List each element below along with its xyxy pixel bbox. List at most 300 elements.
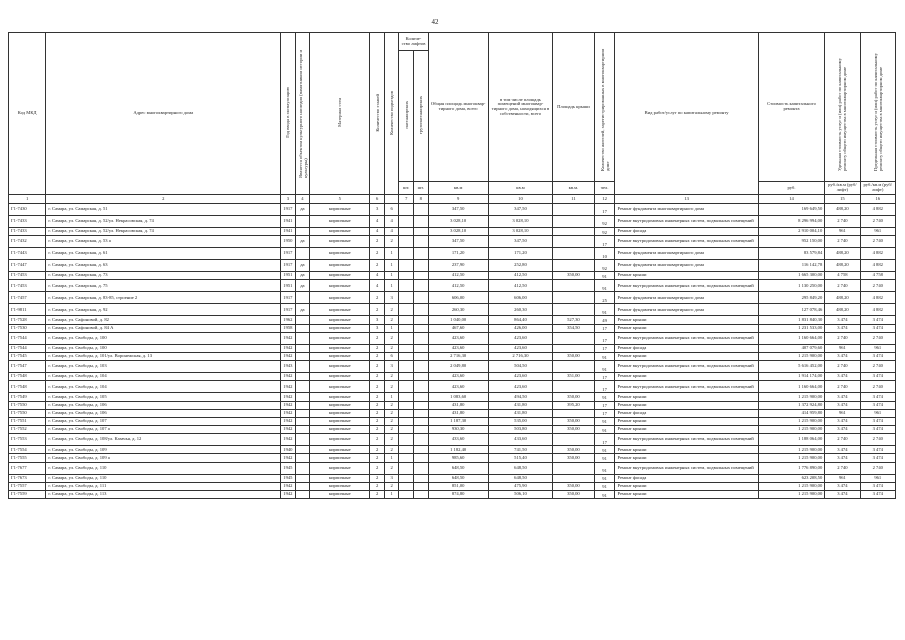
cell-year: 1942: [281, 373, 296, 381]
cell-code: Г1-7453: [9, 272, 46, 280]
cell-entrances: 4: [384, 216, 399, 228]
cell-residents: 17: [594, 381, 615, 393]
cell-residents: 10: [594, 248, 615, 260]
cell-lifts-cargo: [413, 272, 428, 280]
cell-cost: 414 959,80: [758, 409, 824, 417]
cell-area-private: 504,50: [488, 361, 552, 373]
cell-walls: кирпичные: [310, 401, 370, 409]
cell-area-total: 930,30: [428, 426, 488, 434]
cell-year: 1943: [281, 361, 296, 373]
cell-address: г. Самара, ул. Свободы, д. 111: [46, 482, 281, 490]
cell-cost: 623 208,50: [758, 474, 824, 482]
table-row: [9, 381, 896, 393]
table-row: [9, 332, 896, 344]
cell-year: 1942: [281, 454, 296, 462]
cell-unit-cost: 488,20: [825, 204, 860, 216]
cell-lifts-cargo: [413, 426, 428, 434]
cell-max-cost: 4 882: [860, 260, 895, 272]
cell-residents: 91: [594, 474, 615, 482]
cell-roof-area: [553, 344, 595, 352]
cell-address: г. Самара, ул. Самарская, д. 61: [46, 248, 281, 260]
cell-address: г. Самара, ул. Самарская, д. 52/ул. Некрасовская, д. 74: [46, 228, 281, 236]
cell-max-cost: 2 740: [860, 236, 895, 248]
cell-work-type: Ремонт крыши: [615, 393, 758, 401]
cell-lifts-cargo: [413, 417, 428, 425]
cell-residents: 17: [594, 373, 615, 381]
cell-residents: 91: [594, 272, 615, 280]
cell-area-total: 423,60: [428, 344, 488, 352]
cell-heritage: [295, 292, 310, 304]
cell-lifts-cargo: [413, 324, 428, 332]
table-row: [9, 228, 896, 236]
cell-cost: 295 849,20: [758, 292, 824, 304]
cell-unit-cost: 3 474: [825, 417, 860, 425]
cell-cost: 169 649,50: [758, 204, 824, 216]
cell-floors: 2: [370, 434, 385, 446]
cell-roof-area: [553, 474, 595, 482]
cell-work-type: Ремонт фасада: [615, 409, 758, 417]
cell-unit-cost: 2 740: [825, 434, 860, 446]
cell-area-total: 2 716,30: [428, 352, 488, 360]
cell-code: Г1-7528: [9, 316, 46, 324]
cell-lifts-cargo: [413, 332, 428, 344]
cell-max-cost: 4 882: [860, 204, 895, 216]
unit-residents: чел.: [594, 182, 615, 195]
cell-residents: 17: [594, 344, 615, 352]
cell-lifts-cargo: [413, 491, 428, 499]
cell-walls: кирпичные: [310, 272, 370, 280]
cell-lifts-cargo: [413, 446, 428, 454]
cell-entrances: 1: [384, 272, 399, 280]
cell-area-private: 506,10: [488, 491, 552, 499]
cell-year: 1940: [281, 446, 296, 454]
cell-lifts-cargo: [413, 474, 428, 482]
cell-entrances: 2: [384, 332, 399, 344]
cell-area-private: 606,00: [488, 292, 552, 304]
cell-address: г. Самара, ул. Свободы, д. 109: [46, 446, 281, 454]
cell-floors: 2: [370, 332, 385, 344]
cell-walls: кирпичные: [310, 228, 370, 236]
cell-residents: 91: [594, 446, 615, 454]
cell-unit-cost: 3 474: [825, 482, 860, 490]
cell-year: 1942: [281, 417, 296, 425]
cell-code: Г1-7447: [9, 260, 46, 272]
cell-lifts-passenger: [399, 434, 414, 446]
header-work-type: Вид работ/услуг по капитальному ремонту: [615, 33, 758, 195]
cell-lifts-passenger: [399, 228, 414, 236]
column-number: 7: [399, 195, 414, 204]
cell-area-private: 412,50: [488, 280, 552, 292]
table-row: [9, 373, 896, 381]
cell-address: г. Самара, ул. Свободы, д. 104: [46, 373, 281, 381]
cell-walls: кирпичные: [310, 426, 370, 434]
cell-unit-cost: 2 740: [825, 332, 860, 344]
cell-residents: 92: [594, 228, 615, 236]
cell-code: Г1-7550: [9, 401, 46, 409]
cell-lifts-cargo: [413, 344, 428, 352]
table-row: [9, 446, 896, 454]
cell-entrances: 2: [384, 236, 399, 248]
cell-area-private: 433,60: [488, 434, 552, 446]
table-row: [9, 316, 896, 324]
cell-heritage: да: [295, 236, 310, 248]
cell-entrances: 3: [384, 292, 399, 304]
cell-residents: 17: [594, 204, 615, 216]
cell-unit-cost: 488,20: [825, 260, 860, 272]
cell-lifts-cargo: [413, 280, 428, 292]
cell-area-private: 648,50: [488, 474, 552, 482]
cell-entrances: 2: [384, 381, 399, 393]
cell-unit-cost: 2 740: [825, 236, 860, 248]
cell-work-type: Ремонт крыши: [615, 401, 758, 409]
cell-code: Г1-7457: [9, 292, 46, 304]
cell-walls: кирпичные: [310, 324, 370, 332]
cell-floors: 2: [370, 482, 385, 490]
cell-residents: 17: [594, 409, 615, 417]
cell-area-total: 423,60: [428, 373, 488, 381]
cell-floors: 2: [370, 462, 385, 474]
cell-address: г. Самара, ул. Самарская, д. 92: [46, 304, 281, 316]
cell-work-type: Ремонт крыши: [615, 316, 758, 324]
cell-work-type: Ремонт крыши: [615, 272, 758, 280]
column-number: 10: [488, 195, 552, 204]
table-row: [9, 324, 896, 332]
cell-year: 1917: [281, 204, 296, 216]
cell-floors: 4: [370, 272, 385, 280]
cell-lifts-passenger: [399, 491, 414, 499]
cell-year: 1941: [281, 228, 296, 236]
cell-lifts-cargo: [413, 204, 428, 216]
cell-residents: 91: [594, 280, 615, 292]
cell-area-total: 412,50: [428, 280, 488, 292]
cell-roof-area: 354,50: [553, 324, 595, 332]
cell-roof-area: [553, 204, 595, 216]
cell-address: г. Самара, ул. Сафоновой, д. 84 А: [46, 324, 281, 332]
cell-area-private: 171,20: [488, 248, 552, 260]
cell-cost: 1 231 533,00: [758, 324, 824, 332]
cell-floors: 2: [370, 446, 385, 454]
cell-lifts-passenger: [399, 280, 414, 292]
cell-residents: 17: [594, 324, 615, 332]
cell-area-private: 648,50: [488, 462, 552, 474]
cell-cost: 1 215 900,00: [758, 482, 824, 490]
cell-cost: 127 078,46: [758, 304, 824, 316]
cell-area-private: 347,50: [488, 204, 552, 216]
cell-residents: 92: [594, 216, 615, 228]
cell-area-private: 431,80: [488, 401, 552, 409]
unit-cost: руб.: [758, 182, 824, 195]
cell-entrances: 2: [384, 434, 399, 446]
table-row: [9, 204, 896, 216]
cell-address: г. Самара, ул. Сафоновой, д. 82: [46, 316, 281, 324]
cell-work-type: Ремонт внутридомовых инженерных систем, подвальных помещений: [615, 236, 758, 248]
cell-work-type: Ремонт крыши: [615, 352, 758, 360]
cell-code: Г1-7453: [9, 280, 46, 292]
header-address: Адрес многоквартирного дома: [46, 33, 281, 195]
cell-roof-area: [553, 434, 595, 446]
unit-unit-cost: руб./кв.м (руб/лифт): [825, 182, 860, 195]
cell-entrances: 3: [384, 474, 399, 482]
table-row: [9, 409, 896, 417]
cell-address: г. Самара, ул. Самарская, д. 73: [46, 272, 281, 280]
cell-max-cost: 961: [860, 228, 895, 236]
cell-walls: кирпичные: [310, 454, 370, 462]
cell-heritage: [295, 381, 310, 393]
cell-area-total: 467,60: [428, 324, 488, 332]
cell-code: Г1-7677: [9, 462, 46, 474]
cell-max-cost: 3 474: [860, 417, 895, 425]
table-row: [9, 352, 896, 360]
cell-entrances: 2: [384, 401, 399, 409]
cell-unit-cost: 3 474: [825, 454, 860, 462]
cell-residents: 91: [594, 491, 615, 499]
cell-area-private: 423,60: [488, 381, 552, 393]
cell-cost: 1 188 064,00: [758, 434, 824, 446]
cell-floors: 2: [370, 344, 385, 352]
cell-year: 1951: [281, 280, 296, 292]
cell-roof-area: [553, 381, 595, 393]
cell-walls: кирпичные: [310, 332, 370, 344]
cell-cost: 1 160 664,00: [758, 381, 824, 393]
cell-heritage: да: [295, 260, 310, 272]
cell-address: г. Самара, ул. Свободы, д. 113: [46, 491, 281, 499]
cell-address: г. Самара, ул. Самарская, д. 83-85, строение 2: [46, 292, 281, 304]
cell-lifts-passenger: [399, 446, 414, 454]
cell-heritage: [295, 344, 310, 352]
header-area-private: в том числе площадь помещений многоквар-тирного дома, находящихся в собственности, всего: [488, 33, 552, 182]
cell-floors: 2: [370, 260, 385, 272]
cell-floors: 2: [370, 491, 385, 499]
cell-work-type: Ремонт крыши: [615, 426, 758, 434]
cell-roof-area: [553, 260, 595, 272]
header-roof-area: Площадь крыши: [553, 33, 595, 182]
cell-lifts-passenger: [399, 381, 414, 393]
cell-unit-cost: 2 740: [825, 216, 860, 228]
cell-year: 1951: [281, 272, 296, 280]
cell-lifts-passenger: [399, 344, 414, 352]
header-entrances: Количество подъездов: [384, 33, 399, 195]
cell-area-private: 347,50: [488, 236, 552, 248]
cell-cost: 5 616 452,00: [758, 361, 824, 373]
cell-area-total: 237,90: [428, 260, 488, 272]
cell-residents: 91: [594, 352, 615, 360]
cell-walls: кирпичные: [310, 344, 370, 352]
table-row: [9, 260, 896, 272]
cell-year: 1942: [281, 409, 296, 417]
cell-code: Г1-7549: [9, 393, 46, 401]
cell-lifts-passenger: [399, 352, 414, 360]
cell-code: Г1-7547: [9, 361, 46, 373]
cell-entrances: 6: [384, 352, 399, 360]
column-number: 16: [860, 195, 895, 204]
table-row: [9, 434, 896, 446]
cell-roof-area: 350,00: [553, 272, 595, 280]
cell-roof-area: 395,20: [553, 401, 595, 409]
cell-address: г. Самара, ул. Самарская, д. 63: [46, 260, 281, 272]
table-row: [9, 401, 896, 409]
cell-residents: 91: [594, 393, 615, 401]
cell-cost: 1 665 300,00: [758, 272, 824, 280]
column-number: 12: [594, 195, 615, 204]
cell-unit-cost: 3 474: [825, 352, 860, 360]
cell-code: Г1-7555: [9, 454, 46, 462]
cell-entrances: 2: [384, 316, 399, 324]
cell-year: 1917: [281, 304, 296, 316]
cell-cost: 1 215 900,00: [758, 454, 824, 462]
cell-lifts-cargo: [413, 236, 428, 248]
cell-walls: кирпичные: [310, 316, 370, 324]
cell-work-type: Ремонт фасада: [615, 474, 758, 482]
cell-heritage: [295, 216, 310, 228]
cell-walls: кирпичные: [310, 434, 370, 446]
cell-floors: 2: [370, 426, 385, 434]
cell-heritage: [295, 373, 310, 381]
cell-floors: 2: [370, 292, 385, 304]
cell-lifts-cargo: [413, 401, 428, 409]
cell-residents: 49: [594, 316, 615, 324]
cell-max-cost: 4 882: [860, 304, 895, 316]
cell-residents: 17: [594, 236, 615, 248]
cell-lifts-cargo: [413, 454, 428, 462]
cell-floors: 2: [370, 454, 385, 462]
cell-area-total: 171,20: [428, 248, 488, 260]
cell-address: г. Самара, ул. Свободы, д. 101/ул. Воронежская, д. 13: [46, 352, 281, 360]
cell-heritage: [295, 417, 310, 425]
cell-year: 1942: [281, 434, 296, 446]
cell-heritage: [295, 454, 310, 462]
cell-roof-area: 350,00: [553, 417, 595, 425]
register-table: [8, 32, 896, 499]
cell-roof-area: 350,00: [553, 454, 595, 462]
cell-entrances: 2: [384, 344, 399, 352]
cell-year: 1942: [281, 344, 296, 352]
cell-lifts-passenger: [399, 462, 414, 474]
cell-area-private: 3 028,10: [488, 228, 552, 236]
cell-heritage: [295, 393, 310, 401]
cell-residents: 17: [594, 401, 615, 409]
cell-area-private: 864,40: [488, 316, 552, 324]
cell-work-type: Ремонт фундамента многоквартирного дома: [615, 204, 758, 216]
cell-max-cost: 3 474: [860, 426, 895, 434]
cell-code: Г1-7433: [9, 216, 46, 228]
cell-address: г. Самара, ул. Самарская, д. 53 а: [46, 236, 281, 248]
cell-area-private: 252,80: [488, 260, 552, 272]
cell-cost: 952 150,00: [758, 236, 824, 248]
header-heritage: Является объектом культурного наследия (памятником истории и культуры): [295, 33, 310, 195]
cell-lifts-passenger: [399, 393, 414, 401]
cell-year: 1958: [281, 324, 296, 332]
cell-lifts-cargo: [413, 352, 428, 360]
cell-area-total: 3 028,10: [428, 228, 488, 236]
cell-lifts-cargo: [413, 292, 428, 304]
cell-roof-area: 350,00: [553, 446, 595, 454]
cell-unit-cost: 2 740: [825, 361, 860, 373]
cell-max-cost: 3 474: [860, 324, 895, 332]
column-number: 9: [428, 195, 488, 204]
cell-cost: 1 215 900,00: [758, 491, 824, 499]
cell-residents: 91: [594, 482, 615, 490]
cell-max-cost: 2 740: [860, 462, 895, 474]
cell-cost: 1 130 250,00: [758, 280, 824, 292]
cell-roof-area: [553, 280, 595, 292]
table-row: [9, 304, 896, 316]
cell-entrances: 1: [384, 260, 399, 272]
cell-heritage: да: [295, 280, 310, 292]
cell-max-cost: 2 740: [860, 280, 895, 292]
cell-floors: 2: [370, 409, 385, 417]
cell-entrances: 1: [384, 280, 399, 292]
cell-address: г. Самара, ул. Свободы, д. 110: [46, 474, 281, 482]
column-number: 8: [413, 195, 428, 204]
cell-heritage: да: [295, 272, 310, 280]
cell-code: Г1-7551: [9, 417, 46, 425]
cell-address: г. Самара, ул. Свободы, д. 106: [46, 401, 281, 409]
cell-year: 1942: [281, 401, 296, 409]
cell-lifts-passenger: [399, 260, 414, 272]
cell-unit-cost: 2 740: [825, 280, 860, 292]
table-row: [9, 280, 896, 292]
cell-walls: кирпичные: [310, 248, 370, 260]
cell-roof-area: [553, 304, 595, 316]
unit-lifts-passenger: шт.: [399, 182, 414, 195]
cell-entrances: 2: [384, 482, 399, 490]
table-row: [9, 474, 896, 482]
cell-area-private: 260,30: [488, 304, 552, 316]
cell-work-type: Ремонт внутридомовых инженерных систем, подвальных помещений: [615, 462, 758, 474]
cell-work-type: Ремонт крыши: [615, 373, 758, 381]
cell-area-total: 412,50: [428, 272, 488, 280]
column-number: 13: [615, 195, 758, 204]
cell-walls: кирпичные: [310, 352, 370, 360]
table-row: [9, 462, 896, 474]
cell-floors: 2: [370, 304, 385, 316]
cell-walls: кирпичные: [310, 280, 370, 292]
cell-lifts-cargo: [413, 316, 428, 324]
cell-entrances: 1: [384, 454, 399, 462]
cell-lifts-cargo: [413, 482, 428, 490]
unit-lifts-cargo: шт.: [413, 182, 428, 195]
table-row: [9, 426, 896, 434]
cell-cost: 8 296 994,00: [758, 216, 824, 228]
table-row: [9, 344, 896, 352]
cell-work-type: Ремонт внутридомовых инженерных систем, подвальных помещений: [615, 216, 758, 228]
cell-code: Г1-7443: [9, 248, 46, 260]
cell-walls: кирпичные: [310, 292, 370, 304]
cell-heritage: [295, 248, 310, 260]
cell-floors: 2: [370, 393, 385, 401]
cell-residents: 91: [594, 304, 615, 316]
cell-residents: 92: [594, 260, 615, 272]
cell-entrances: 1: [384, 324, 399, 332]
cell-walls: кирпичные: [310, 393, 370, 401]
cell-area-total: 347,50: [428, 236, 488, 248]
cell-walls: кирпичные: [310, 462, 370, 474]
cell-area-private: 535,00: [488, 417, 552, 425]
cell-unit-cost: 961: [825, 228, 860, 236]
header-lifts-passenger: пассажирских: [399, 51, 414, 182]
cell-work-type: Ремонт фундамента многоквартирного дома: [615, 292, 758, 304]
cell-lifts-passenger: [399, 454, 414, 462]
cell-roof-area: [553, 292, 595, 304]
cell-residents: 91: [594, 426, 615, 434]
cell-address: г. Самара, ул. Свободы, д. 110: [46, 462, 281, 474]
cell-unit-cost: 488,20: [825, 248, 860, 260]
cell-area-total: 433,60: [428, 434, 488, 446]
cell-residents: 25: [594, 292, 615, 304]
cell-year: 1942: [281, 426, 296, 434]
cell-area-total: 423,60: [428, 381, 488, 393]
cell-work-type: Ремонт крыши: [615, 454, 758, 462]
